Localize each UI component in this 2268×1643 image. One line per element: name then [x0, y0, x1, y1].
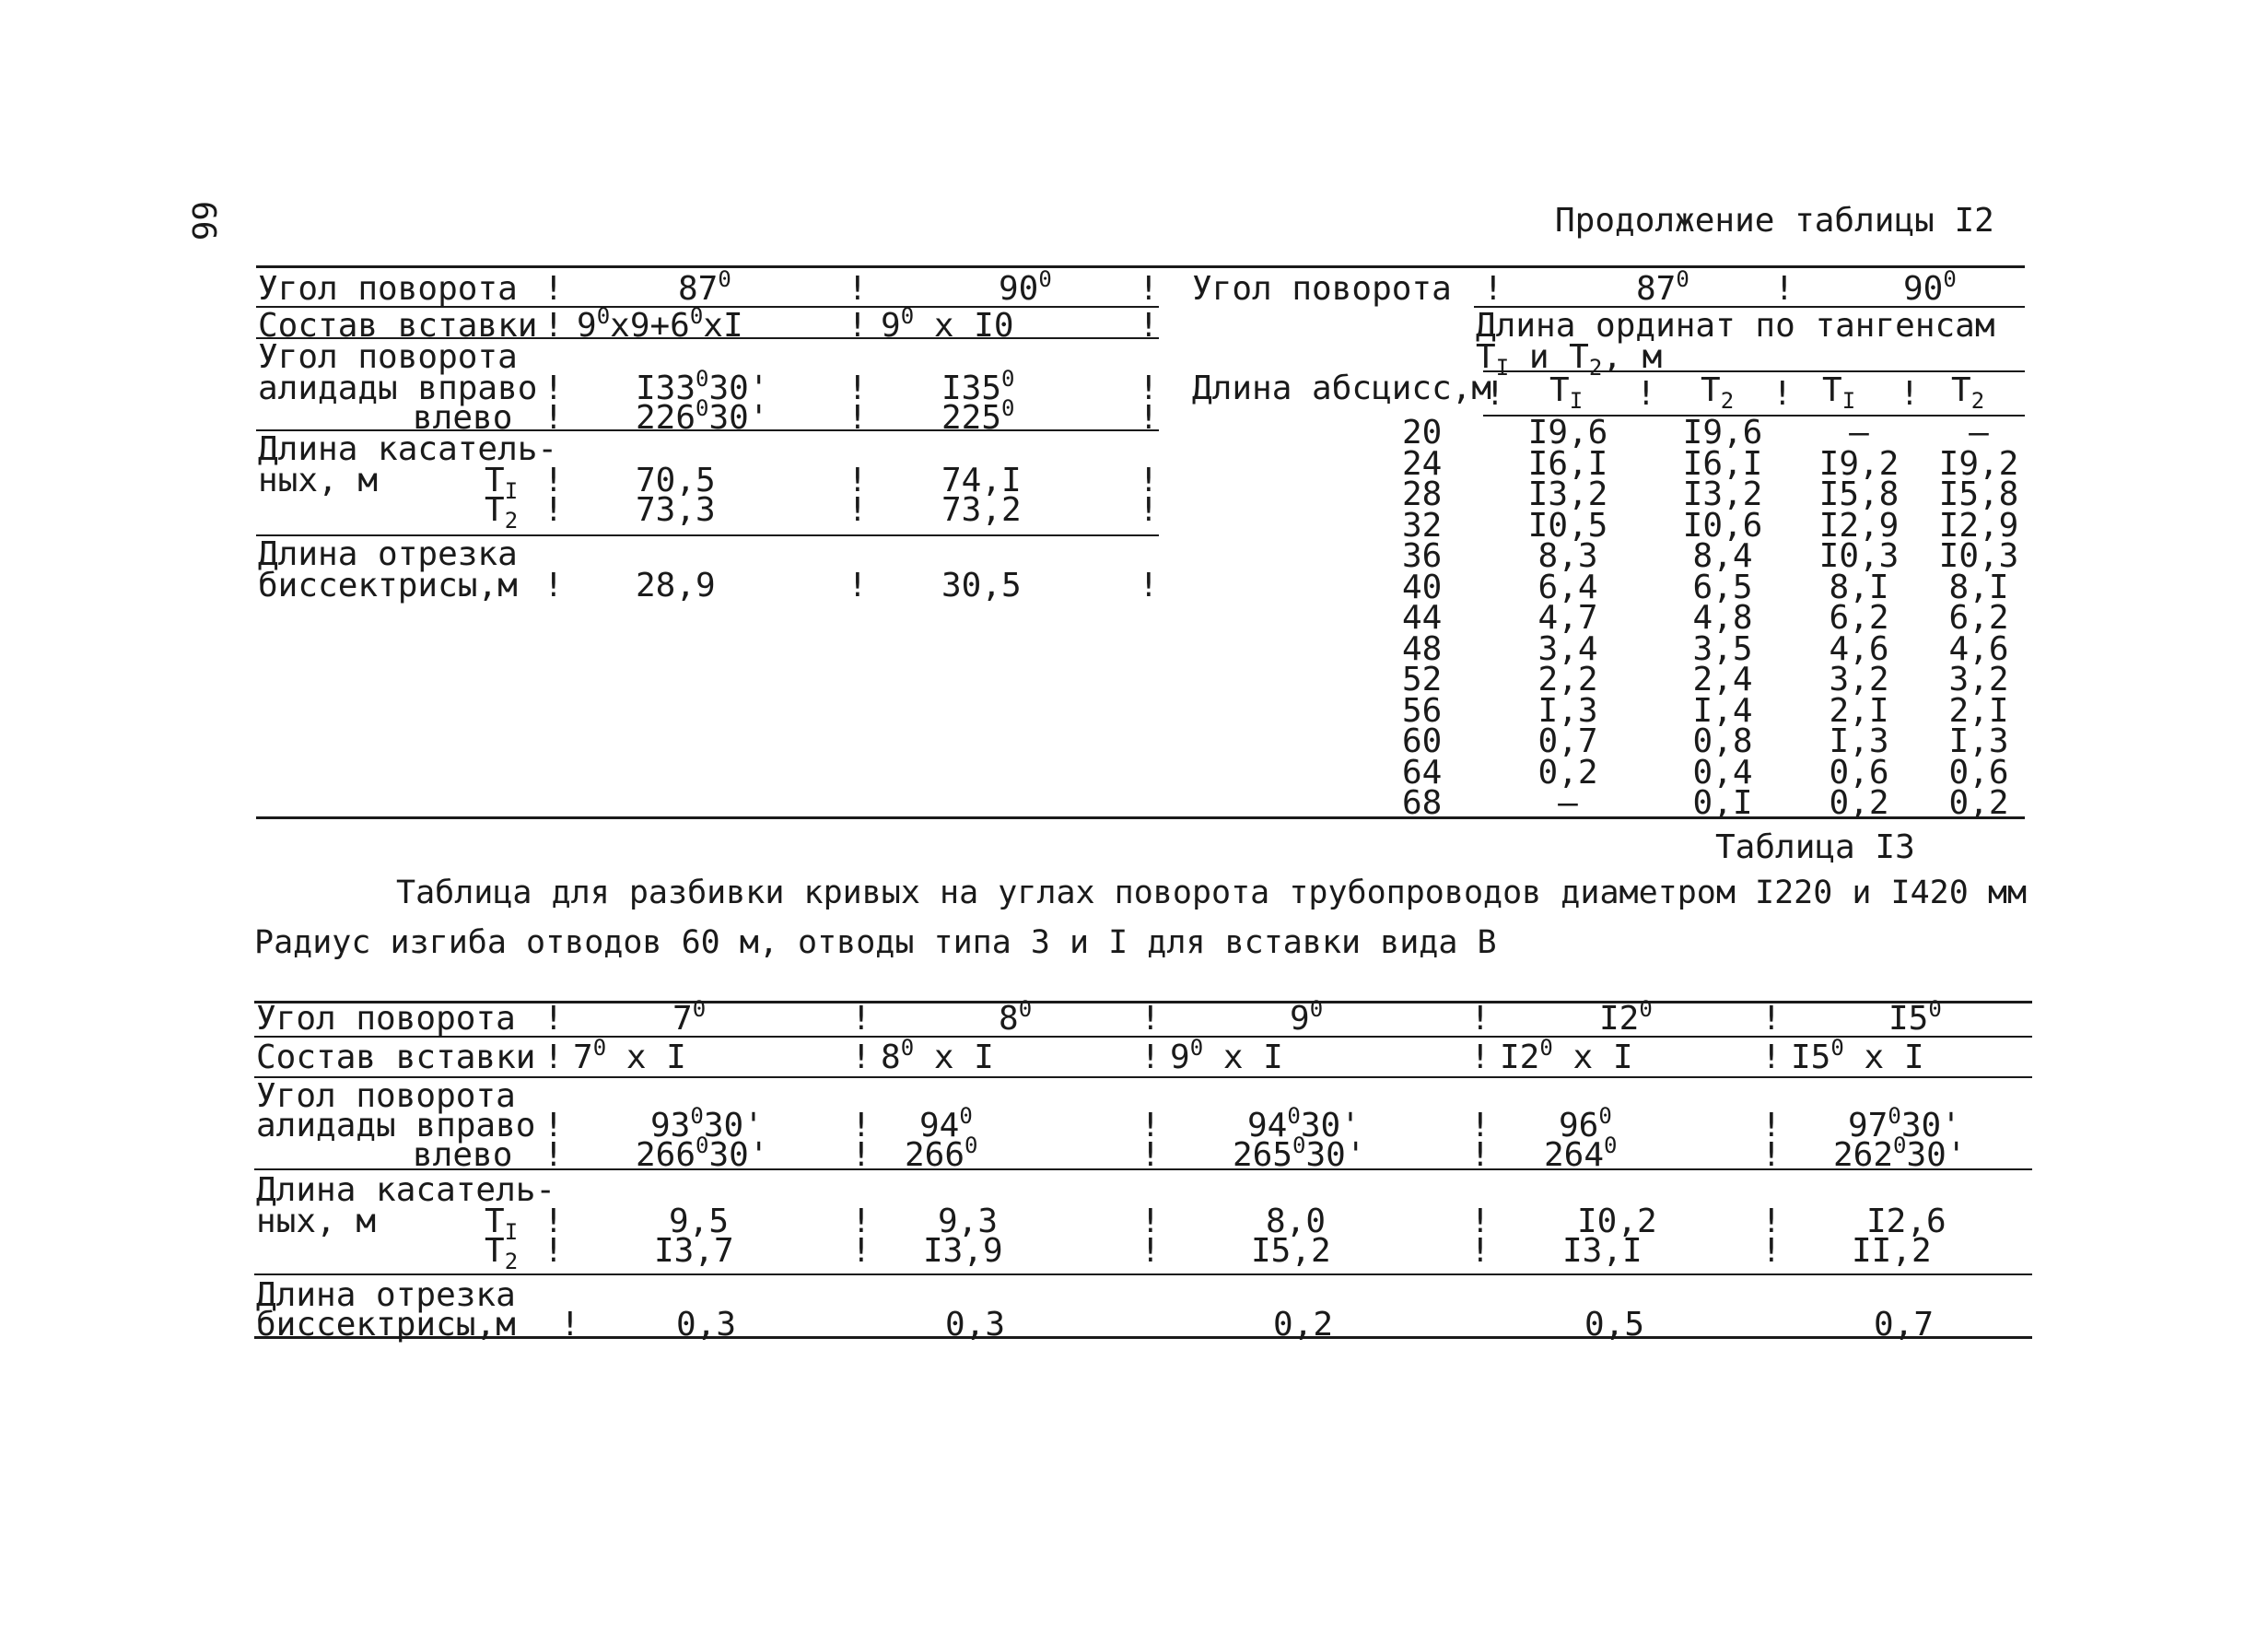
excl: !: [848, 270, 868, 308]
excl: !: [851, 1136, 871, 1174]
t12-alidade-right-87: $I33^030'$: [636, 366, 769, 407]
excl: !: [851, 1039, 871, 1076]
t12-t1-symbol: $T_I$: [485, 462, 519, 504]
excl: !: [1139, 462, 1159, 499]
t13-alidade-label-1: Угол поворота: [256, 1077, 516, 1115]
t12-alidade-label-3: влево: [413, 399, 513, 437]
t13-alidade-right: $94^030'$: [1247, 1103, 1361, 1144]
t12-bis-90: 30,5: [941, 567, 1022, 604]
excl: !: [1772, 375, 1793, 413]
excl: !: [1139, 370, 1159, 407]
t13-t2-value: I3,9: [923, 1232, 1003, 1270]
abscissa-value: 24: [1402, 445, 1443, 483]
t12-alidade-left-90: $225^0$: [941, 395, 1015, 437]
excl: !: [544, 1107, 564, 1144]
t1-87-value: –: [1558, 784, 1578, 822]
excl: !: [544, 1136, 564, 1174]
t1-90-value: 3,2: [1829, 661, 1889, 698]
abscissa-value: 28: [1402, 475, 1443, 513]
t12-right-angle-90: $90^0$: [1903, 266, 1957, 308]
t1-90-value: 0,2: [1829, 784, 1889, 822]
t1-87-value: 6,4: [1537, 569, 1598, 606]
t13-bis-label-2: биссектрисы,м: [256, 1306, 516, 1344]
excl: !: [1140, 1203, 1161, 1240]
excl: !: [1140, 1000, 1161, 1038]
excl: !: [1761, 1039, 1782, 1076]
t1-87-value: I6,I: [1527, 445, 1608, 483]
excl: !: [1470, 1232, 1491, 1270]
t12-col-t1-87: $T_I$: [1549, 371, 1584, 414]
t2-90-value: I,3: [1948, 722, 2009, 760]
t1-87-value: 2,2: [1537, 661, 1598, 698]
excl: !: [1900, 375, 1920, 413]
t12-col-t1-90: $T_I$: [1822, 371, 1856, 414]
excl: !: [1139, 399, 1159, 437]
excl: !: [1140, 1039, 1161, 1076]
t1-87-value: I,3: [1537, 692, 1598, 730]
excl: !: [851, 1232, 871, 1270]
t2-90-value: 2,I: [1948, 692, 2009, 730]
t13-angle: $7^0$: [672, 996, 707, 1038]
excl: !: [848, 399, 868, 437]
t13-rule: [254, 1076, 2032, 1078]
t12-abscissa-label: Длина абсцисс,м: [1192, 370, 1492, 407]
t12-ord-label-1: Длина ординат по тангенсам: [1476, 307, 1995, 345]
excl: !: [544, 567, 564, 604]
t1-90-value: I0,3: [1818, 537, 1900, 575]
t13-insert: $7^0$ x I: [573, 1035, 686, 1076]
excl: !: [848, 491, 868, 529]
t2-90-value: –: [1969, 414, 1989, 452]
t2-90-value: 4,6: [1948, 630, 2009, 668]
t2-90-value: 0,6: [1948, 754, 2009, 792]
t2-87-value: I0,6: [1682, 507, 1763, 545]
excl: !: [1139, 567, 1159, 604]
excl: !: [1139, 307, 1159, 345]
t2-87-value: I3,2: [1682, 475, 1763, 513]
excl: !: [544, 399, 564, 437]
t1-90-value: 0,6: [1829, 754, 1889, 792]
t13-bis-value: 0,3: [676, 1306, 737, 1344]
t2-90-value: 3,2: [1948, 661, 2009, 698]
t13-insert: $9^0$ x I: [1170, 1035, 1283, 1076]
t1-90-value: –: [1849, 414, 1869, 452]
t13-description-2: Радиус изгиба отводов 60 м, отводы типа 3 и I для вставки вида В: [254, 924, 1497, 961]
abscissa-value: 40: [1402, 569, 1443, 606]
t13-angle-label: Угол поворота: [256, 1000, 516, 1038]
t13-t1-symbol: $T_I$: [485, 1203, 519, 1245]
excl: !: [1470, 1039, 1491, 1076]
t12-tangent-label-2: ных, м: [258, 462, 379, 499]
abscissa-value: 48: [1402, 630, 1443, 668]
t13-alidade-left: $266^0$: [905, 1132, 978, 1174]
t12-t2-87: 73,3: [636, 491, 716, 529]
excl: !: [848, 462, 868, 499]
t13-bis-value: 0,7: [1874, 1306, 1935, 1344]
excl: !: [544, 1232, 564, 1270]
t12-top-rule: [256, 265, 2025, 268]
t2-90-value: I2,9: [1938, 507, 2019, 545]
t1-87-value: 4,7: [1537, 599, 1598, 637]
t2-90-value: I9,2: [1938, 445, 2019, 483]
t12-tangent-label-1: Длина касатель-: [258, 430, 558, 468]
t12-t1-90: 74,I: [941, 462, 1022, 499]
t13-alidade-left: $264^0$: [1544, 1132, 1618, 1174]
t12-t2-symbol: $T_2$: [485, 491, 519, 534]
t13-alidade-right: $94^0$: [919, 1103, 973, 1144]
excl: !: [544, 1203, 564, 1240]
t13-t1-value: I0,2: [1577, 1203, 1657, 1240]
excl: !: [1470, 1136, 1491, 1174]
t12-right-angle-87: $87^0$: [1636, 266, 1689, 308]
excl: !: [1761, 1107, 1782, 1144]
excl: !: [1636, 375, 1656, 413]
t13-alidade-label-2: алидады вправо: [256, 1107, 536, 1144]
t13-alidade-right: $93^030'$: [650, 1103, 764, 1144]
excl: !: [848, 370, 868, 407]
t1-90-value: 6,2: [1829, 599, 1889, 637]
t12-col-t2-90: $T_2$: [1951, 371, 1985, 414]
abscissa-value: 52: [1402, 661, 1443, 698]
abscissa-value: 68: [1402, 784, 1443, 822]
t2-87-value: 3,5: [1692, 630, 1753, 668]
t13-alidade-left: $266^030'$: [636, 1132, 769, 1174]
t13-bis-value: 0,5: [1584, 1306, 1645, 1344]
t12-t2-90: 73,2: [941, 491, 1022, 529]
t2-87-value: 8,4: [1692, 537, 1753, 575]
t13-alidade-right: $96^0$: [1559, 1103, 1612, 1144]
t1-90-value: I9,2: [1818, 445, 1900, 483]
excl: !: [851, 1000, 871, 1038]
t12-angle-label: Угол поворота: [258, 270, 518, 308]
t13-rule: [254, 1273, 2032, 1275]
excl: !: [560, 1306, 580, 1344]
t2-87-value: 0,4: [1692, 754, 1753, 792]
t2-87-value: I9,6: [1682, 414, 1763, 452]
t2-87-value: I,4: [1692, 692, 1753, 730]
t1-90-value: I5,8: [1818, 475, 1900, 513]
t2-87-value: 0,I: [1692, 784, 1753, 822]
t12-right-angle-label: Угол поворота: [1192, 270, 1452, 308]
abscissa-value: 20: [1402, 414, 1443, 452]
t13-title: Таблица I3: [1715, 828, 1915, 866]
abscissa-value: 64: [1402, 754, 1443, 792]
t1-87-value: 0,2: [1537, 754, 1598, 792]
page-number: 66: [184, 201, 222, 241]
t12-insert-87: $9^0x9+6^0xI$: [577, 303, 743, 345]
excl: !: [1483, 270, 1503, 308]
excl: !: [1485, 375, 1505, 413]
t13-alidade-left: $265^030'$: [1233, 1132, 1366, 1174]
excl: !: [1774, 270, 1795, 308]
t13-t2-value: I3,7: [654, 1232, 734, 1270]
excl: !: [1140, 1232, 1161, 1270]
abscissa-value: 36: [1402, 537, 1443, 575]
t13-insert: $I5^0$ x I: [1791, 1035, 1924, 1076]
excl: !: [1470, 1107, 1491, 1144]
t13-alidade-label-3: влево: [413, 1136, 513, 1174]
t13-alidade-left: $262^030'$: [1833, 1132, 1967, 1174]
t13-t1-value: I2,6: [1866, 1203, 1947, 1240]
t13-t1-value: 9,5: [669, 1203, 730, 1240]
continuation-title: Продолжение таблицы I2: [1555, 202, 1994, 240]
t2-90-value: I0,3: [1938, 537, 2019, 575]
excl: !: [544, 462, 564, 499]
t12-alidade-label-2: алидады вправо: [258, 370, 538, 407]
t13-bottom-rule: [254, 1336, 2032, 1339]
t1-90-value: 4,6: [1829, 630, 1889, 668]
t13-t2-value: I3,I: [1562, 1232, 1643, 1270]
t13-insert-label: Состав вставки: [256, 1039, 536, 1076]
t12-bis-label-1: Длина отрезка: [258, 535, 518, 573]
t13-t2-symbol: $T_2$: [485, 1232, 519, 1274]
excl: !: [1140, 1107, 1161, 1144]
excl: !: [851, 1107, 871, 1144]
t12-angle-87: $87^0$: [678, 266, 731, 308]
excl: !: [1761, 1203, 1782, 1240]
t13-tangent-label-2: ных, м: [256, 1203, 377, 1240]
excl: !: [851, 1203, 871, 1240]
t2-90-value: 6,2: [1948, 599, 2009, 637]
t12-col-t2-87: $T_2$: [1701, 371, 1735, 414]
t2-90-value: I5,8: [1938, 475, 2019, 513]
t2-87-value: I6,I: [1682, 445, 1763, 483]
t13-angle: $I5^0$: [1888, 996, 1942, 1038]
t13-t2-value: II,2: [1852, 1232, 1932, 1270]
t13-bis-label-1: Длина отрезка: [256, 1276, 516, 1314]
t12-alidade-label-1: Угол поворота: [258, 338, 518, 376]
abscissa-value: 60: [1402, 722, 1443, 760]
t13-t2-value: I5,2: [1251, 1232, 1331, 1270]
t12-t1-87: 70,5: [636, 462, 716, 499]
excl: !: [544, 270, 564, 308]
t1-87-value: 0,7: [1537, 722, 1598, 760]
t13-t1-value: 8,0: [1266, 1203, 1327, 1240]
excl: !: [1139, 270, 1159, 308]
t1-90-value: I2,9: [1818, 507, 1900, 545]
t1-87-value: I3,2: [1527, 475, 1608, 513]
t12-insert-90: $9^0$ x I0: [881, 303, 1014, 345]
t2-90-value: 0,2: [1948, 784, 2009, 822]
abscissa-value: 56: [1402, 692, 1443, 730]
t1-87-value: 3,4: [1537, 630, 1598, 668]
excl: !: [848, 307, 868, 345]
t12-bis-87: 28,9: [636, 567, 716, 604]
t12-bis-label-2: биссектрисы,м: [258, 567, 518, 604]
t13-t1-value: 9,3: [938, 1203, 999, 1240]
excl: !: [1761, 1232, 1782, 1270]
excl: !: [1470, 1000, 1491, 1038]
excl: !: [544, 491, 564, 529]
t2-87-value: 2,4: [1692, 661, 1753, 698]
t13-angle: $8^0$: [999, 996, 1033, 1038]
t13-angle: $9^0$: [1290, 996, 1324, 1038]
t13-insert: $8^0$ x I: [881, 1035, 994, 1076]
t1-87-value: 8,3: [1537, 537, 1598, 575]
t1-87-value: I9,6: [1527, 414, 1608, 452]
abscissa-value: 44: [1402, 599, 1443, 637]
excl: !: [1139, 491, 1159, 529]
t13-bis-value: 0,3: [945, 1306, 1006, 1344]
abscissa-value: 32: [1402, 507, 1443, 545]
t13-bis-value: 0,2: [1273, 1306, 1334, 1344]
t13-alidade-right: $97^030'$: [1848, 1103, 1961, 1144]
excl: !: [848, 567, 868, 604]
excl: !: [1761, 1136, 1782, 1174]
t2-87-value: 0,8: [1692, 722, 1753, 760]
t13-angle: $I2^0$: [1599, 996, 1653, 1038]
excl: !: [544, 1039, 564, 1076]
t13-tangent-label-1: Длина касатель-: [256, 1171, 556, 1209]
t12-alidade-right-90: $I35^0$: [941, 366, 1015, 407]
t13-description-1: Таблица для разбивки кривых на углах поворота трубопроводов диаметром I220 и I420 мм: [396, 874, 2028, 911]
t13-insert: $I2^0$ x I: [1500, 1035, 1633, 1076]
t2-87-value: 6,5: [1692, 569, 1753, 606]
t1-90-value: 8,I: [1829, 569, 1889, 606]
t2-90-value: 8,I: [1948, 569, 2009, 606]
t1-90-value: 2,I: [1829, 692, 1889, 730]
t1-87-value: I0,5: [1527, 507, 1608, 545]
t1-90-value: I,3: [1829, 722, 1889, 760]
excl: !: [1761, 1000, 1782, 1038]
excl: !: [1140, 1136, 1161, 1174]
excl: !: [544, 370, 564, 407]
t12-alidade-left-87: $226^030'$: [636, 395, 769, 437]
t12-insert-label: Состав вставки: [258, 307, 538, 345]
t12-ord-label-2: $T_I$ и $T_2$, м: [1476, 338, 1663, 381]
excl: !: [544, 1000, 564, 1038]
excl: !: [544, 307, 564, 345]
excl: !: [1470, 1203, 1491, 1240]
t12-angle-90: $90^0$: [999, 266, 1052, 308]
t2-87-value: 4,8: [1692, 599, 1753, 637]
